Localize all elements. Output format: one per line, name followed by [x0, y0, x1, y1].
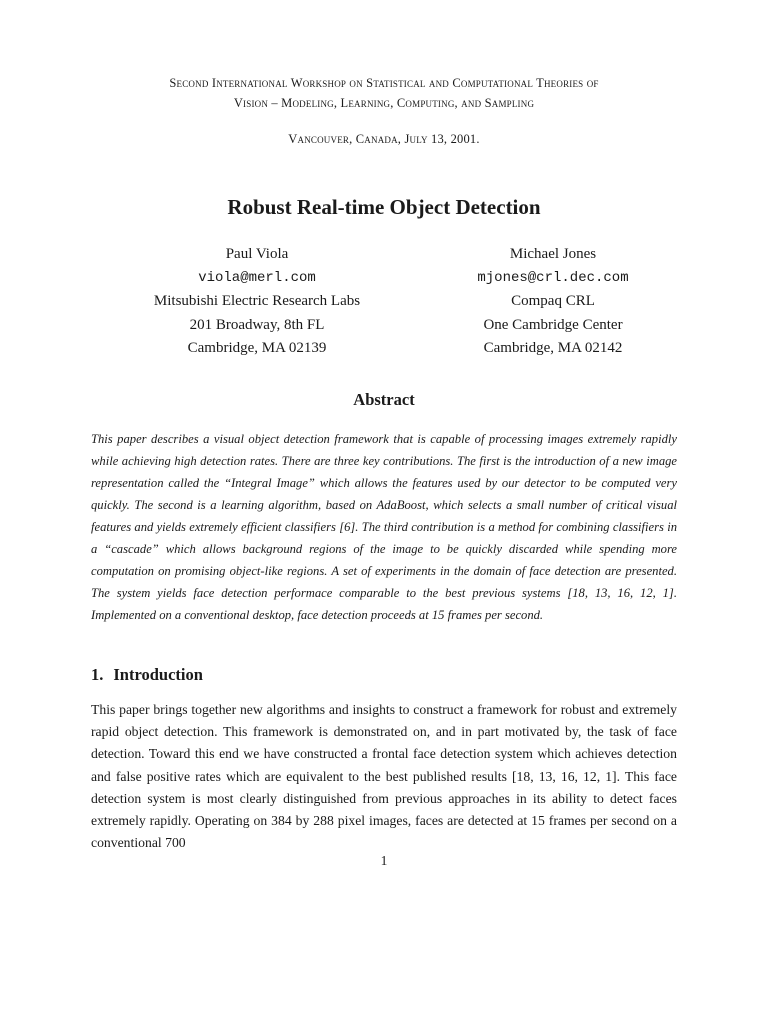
author-email: mjones@crl.dec.com: [477, 269, 629, 286]
author-email: viola@merl.com: [198, 269, 316, 286]
author-block-2: [393, 243, 713, 361]
introduction-heading: [91, 665, 203, 685]
page-number: 1: [380, 853, 388, 868]
author-address-line1: One Cambridge Center: [483, 316, 623, 333]
author-address-line1: 201 Broadway, 8th FL: [189, 316, 325, 333]
abstract-text: This paper describes a visual object detection framework that is capable of processing images extremely rapidly while achieving high detection rates. There are three key contributions. The first is the introduction of a new image representation called the “Integral Image” which allows the features used by our detector to be computed very quickly. The second is a learning algorithm, based on AdaBoost, which selects a small number of critical visual features and yields extremely efficient classifiers [6]. The third contribution is a method for combining classifiers in a “cascade” which allows background regions of the image to be quickly discarded while spending more computation on promising object-like regions. A set of experiments in the domain of face detection are presented. The system yields face detection performace comparable to the best previous systems [18, 13, 16, 12, 1]. Implemented on a conventional desktop, face detection proceeds at 15 frames per second.: [91, 432, 677, 622]
author-name: Michael Jones: [509, 246, 597, 262]
venue-line-1: Second International Workshop on Statistical and Computational Theories of: [169, 76, 599, 90]
venue-date-line: Vancouver, Canada, July 13, 2001.: [288, 132, 480, 146]
section-title: Introduction: [113, 665, 203, 684]
venue-line-2: Vision – Modeling, Learning, Computing, and Sampling: [233, 96, 535, 110]
paper-title: Robust Real-time Object Detection: [227, 195, 541, 219]
author-block-1: [97, 243, 417, 361]
introduction-text: This paper brings together new algorithms and insights to construct a framework for robust and extremely rapid object detection. This framework is demonstrated on, and in part motivated by, the task of face detection. Toward this end we have constructed a frontal face detection system which achieves detection and false positive rates which are equivalent to the best published results [18, 13, 16, 12, 1]. This face detection system is most clearly distinguished from previous approaches in its ability to detect faces extremely rapidly. Operating on 384 by 288 pixel images, faces are detected at 15 frames per second on a conventional 700: [91, 702, 677, 851]
author-address-line2: Cambridge, MA 02139: [187, 340, 327, 356]
author-affiliation: Compaq CRL: [511, 293, 595, 309]
abstract-heading: Abstract: [353, 390, 415, 409]
author-affiliation: Mitsubishi Electric Research Labs: [153, 293, 361, 309]
author-name: Paul Viola: [225, 246, 289, 262]
section-number: 1.: [91, 665, 104, 684]
author-address-line2: Cambridge, MA 02142: [483, 340, 623, 356]
